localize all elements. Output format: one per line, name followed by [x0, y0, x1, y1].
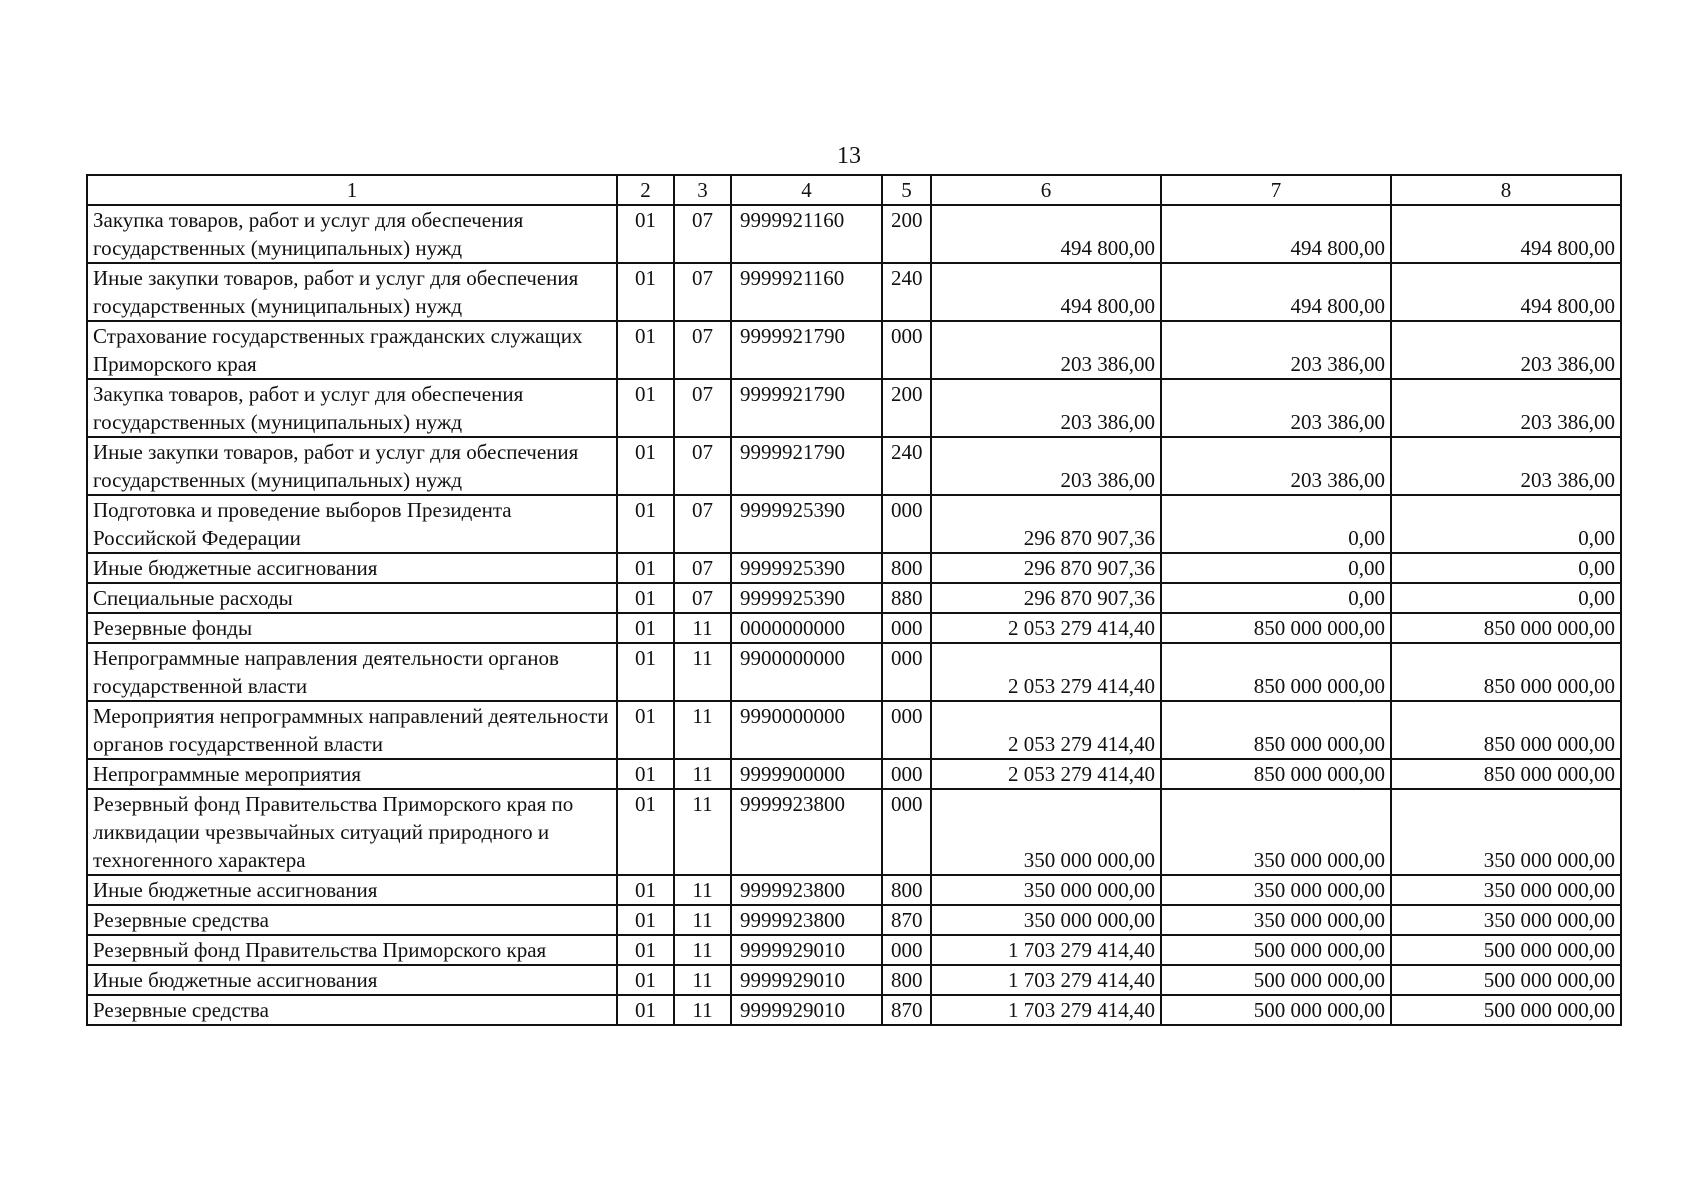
expense-type-code: 000 — [882, 759, 931, 789]
amount-col-6: 296 870 907,36 — [931, 553, 1161, 583]
amount-col-7: 350 000 000,00 — [1161, 789, 1391, 875]
row-name: Резервный фонд Правительства Приморского края по ликвидации чрезвычайных ситуаций природного и техногенного характера — [87, 789, 617, 875]
amount-col-8: 203 386,00 — [1391, 379, 1621, 437]
subsection-code: 11 — [674, 995, 731, 1025]
subsection-code: 07 — [674, 379, 731, 437]
table-row — [87, 495, 1621, 553]
section-code: 01 — [617, 553, 674, 583]
subsection-code: 11 — [674, 613, 731, 643]
row-name: Специальные расходы — [87, 583, 617, 613]
section-code: 01 — [617, 495, 674, 553]
amount-col-7: 350 000 000,00 — [1161, 875, 1391, 905]
amount-col-6: 1 703 279 414,40 — [931, 935, 1161, 965]
section-code: 01 — [617, 583, 674, 613]
section-code: 01 — [617, 205, 674, 263]
target-article-code: 9999929010 — [731, 935, 882, 965]
target-article-code: 9999921160 — [731, 205, 882, 263]
row-name: Мероприятия непрограммных направлений деятельности органов государственной власти — [87, 701, 617, 759]
subsection-code: 11 — [674, 789, 731, 875]
target-article-code: 9999923800 — [731, 789, 882, 875]
subsection-code: 11 — [674, 965, 731, 995]
target-article-code: 9999929010 — [731, 965, 882, 995]
section-code: 01 — [617, 935, 674, 965]
amount-col-8: 500 000 000,00 — [1391, 995, 1621, 1025]
section-code: 01 — [617, 321, 674, 379]
table-row — [87, 263, 1621, 321]
subsection-code: 07 — [674, 495, 731, 553]
row-name: Резервные фонды — [87, 613, 617, 643]
target-article-code: 0000000000 — [731, 613, 882, 643]
subsection-code: 11 — [674, 643, 731, 701]
expense-type-code: 000 — [882, 495, 931, 553]
subsection-code: 07 — [674, 437, 731, 495]
table-row — [87, 205, 1621, 263]
target-article-code: 9999925390 — [731, 583, 882, 613]
column-header: 2 — [617, 175, 674, 205]
amount-col-7: 203 386,00 — [1161, 321, 1391, 379]
amount-col-8: 203 386,00 — [1391, 437, 1621, 495]
table-row — [87, 935, 1621, 965]
table-header-row — [87, 175, 1621, 205]
target-article-code: 9999925390 — [731, 495, 882, 553]
row-name: Резервный фонд Правительства Приморского края — [87, 935, 617, 965]
amount-col-6: 203 386,00 — [931, 379, 1161, 437]
amount-col-6: 2 053 279 414,40 — [931, 613, 1161, 643]
amount-col-7: 494 800,00 — [1161, 205, 1391, 263]
column-header: 1 — [87, 175, 617, 205]
expense-type-code: 800 — [882, 965, 931, 995]
amount-col-8: 850 000 000,00 — [1391, 613, 1621, 643]
amount-col-8: 494 800,00 — [1391, 263, 1621, 321]
subsection-code: 11 — [674, 875, 731, 905]
amount-col-8: 350 000 000,00 — [1391, 905, 1621, 935]
amount-col-8: 850 000 000,00 — [1391, 643, 1621, 701]
amount-col-8: 350 000 000,00 — [1391, 789, 1621, 875]
table-row — [87, 379, 1621, 437]
amount-col-6: 296 870 907,36 — [931, 583, 1161, 613]
section-code: 01 — [617, 905, 674, 935]
amount-col-7: 203 386,00 — [1161, 437, 1391, 495]
amount-col-6: 494 800,00 — [931, 205, 1161, 263]
row-name: Резервные средства — [87, 905, 617, 935]
amount-col-7: 850 000 000,00 — [1161, 613, 1391, 643]
amount-col-8: 0,00 — [1391, 495, 1621, 553]
row-name: Иные закупки товаров, работ и услуг для обеспечения государственных (муниципальных) нужд — [87, 437, 617, 495]
expense-type-code: 200 — [882, 205, 931, 263]
section-code: 01 — [617, 263, 674, 321]
table-row — [87, 553, 1621, 583]
section-code: 01 — [617, 379, 674, 437]
amount-col-6: 203 386,00 — [931, 437, 1161, 495]
table-row — [87, 613, 1621, 643]
amount-col-6: 2 053 279 414,40 — [931, 643, 1161, 701]
expense-type-code: 000 — [882, 935, 931, 965]
amount-col-7: 0,00 — [1161, 495, 1391, 553]
amount-col-6: 2 053 279 414,40 — [931, 701, 1161, 759]
table-row — [87, 995, 1621, 1025]
column-header: 5 — [882, 175, 931, 205]
expense-type-code: 870 — [882, 995, 931, 1025]
column-header: 8 — [1391, 175, 1621, 205]
target-article-code: 9999900000 — [731, 759, 882, 789]
row-name: Подготовка и проведение выборов Президента Российской Федерации — [87, 495, 617, 553]
row-name: Непрограммные мероприятия — [87, 759, 617, 789]
expense-type-code: 880 — [882, 583, 931, 613]
expense-type-code: 000 — [882, 643, 931, 701]
target-article-code: 9999921790 — [731, 379, 882, 437]
table-row — [87, 965, 1621, 995]
row-name: Закупка товаров, работ и услуг для обеспечения государственных (муниципальных) нужд — [87, 379, 617, 437]
row-name: Непрограммные направления деятельности органов государственной власти — [87, 643, 617, 701]
amount-col-7: 500 000 000,00 — [1161, 935, 1391, 965]
expense-type-code: 200 — [882, 379, 931, 437]
row-name: Резервные средства — [87, 995, 617, 1025]
target-article-code: 9999923800 — [731, 875, 882, 905]
section-code: 01 — [617, 701, 674, 759]
amount-col-6: 1 703 279 414,40 — [931, 965, 1161, 995]
amount-col-6: 350 000 000,00 — [931, 905, 1161, 935]
amount-col-8: 350 000 000,00 — [1391, 875, 1621, 905]
expense-type-code: 800 — [882, 875, 931, 905]
amount-col-8: 0,00 — [1391, 553, 1621, 583]
section-code: 01 — [617, 613, 674, 643]
row-name: Закупка товаров, работ и услуг для обеспечения государственных (муниципальных) нужд — [87, 205, 617, 263]
row-name: Иные закупки товаров, работ и услуг для обеспечения государственных (муниципальных) нужд — [87, 263, 617, 321]
amount-col-8: 500 000 000,00 — [1391, 935, 1621, 965]
amount-col-7: 850 000 000,00 — [1161, 643, 1391, 701]
row-name: Иные бюджетные ассигнования — [87, 875, 617, 905]
table-row — [87, 437, 1621, 495]
amount-col-6: 2 053 279 414,40 — [931, 759, 1161, 789]
table-row — [87, 321, 1621, 379]
subsection-code: 11 — [674, 759, 731, 789]
subsection-code: 07 — [674, 553, 731, 583]
amount-col-6: 203 386,00 — [931, 321, 1161, 379]
section-code: 01 — [617, 965, 674, 995]
amount-col-6: 350 000 000,00 — [931, 875, 1161, 905]
column-header: 4 — [731, 175, 882, 205]
subsection-code: 07 — [674, 321, 731, 379]
section-code: 01 — [617, 875, 674, 905]
amount-col-6: 494 800,00 — [931, 263, 1161, 321]
table-row — [87, 643, 1621, 701]
amount-col-7: 500 000 000,00 — [1161, 995, 1391, 1025]
table-row — [87, 701, 1621, 759]
amount-col-7: 500 000 000,00 — [1161, 965, 1391, 995]
subsection-code: 07 — [674, 583, 731, 613]
subsection-code: 11 — [674, 701, 731, 759]
expense-type-code: 000 — [882, 789, 931, 875]
amount-col-8: 850 000 000,00 — [1391, 759, 1621, 789]
amount-col-8: 203 386,00 — [1391, 321, 1621, 379]
target-article-code: 9999929010 — [731, 995, 882, 1025]
subsection-code: 07 — [674, 263, 731, 321]
target-article-code: 9990000000 — [731, 701, 882, 759]
column-header: 6 — [931, 175, 1161, 205]
amount-col-7: 203 386,00 — [1161, 379, 1391, 437]
target-article-code: 9999925390 — [731, 553, 882, 583]
expense-type-code: 000 — [882, 701, 931, 759]
section-code: 01 — [617, 789, 674, 875]
table-row — [87, 583, 1621, 613]
amount-col-8: 0,00 — [1391, 583, 1621, 613]
amount-col-7: 494 800,00 — [1161, 263, 1391, 321]
expense-type-code: 000 — [882, 613, 931, 643]
table-row — [87, 789, 1621, 875]
target-article-code: 9999921160 — [731, 263, 882, 321]
target-article-code: 9999921790 — [731, 437, 882, 495]
row-name: Страхование государственных гражданских служащих Приморского края — [87, 321, 617, 379]
table-row — [87, 905, 1621, 935]
target-article-code: 9999923800 — [731, 905, 882, 935]
amount-col-7: 0,00 — [1161, 583, 1391, 613]
subsection-code: 07 — [674, 205, 731, 263]
page-number: 13 — [837, 143, 861, 169]
table-body — [87, 205, 1621, 1025]
row-name: Иные бюджетные ассигнования — [87, 553, 617, 583]
expense-type-code: 240 — [882, 437, 931, 495]
amount-col-8: 500 000 000,00 — [1391, 965, 1621, 995]
amount-col-7: 850 000 000,00 — [1161, 701, 1391, 759]
target-article-code: 9999921790 — [731, 321, 882, 379]
target-article-code: 9900000000 — [731, 643, 882, 701]
amount-col-7: 850 000 000,00 — [1161, 759, 1391, 789]
expense-type-code: 000 — [882, 321, 931, 379]
table-row — [87, 759, 1621, 789]
table-row — [87, 875, 1621, 905]
amount-col-8: 850 000 000,00 — [1391, 701, 1621, 759]
section-code: 01 — [617, 995, 674, 1025]
subsection-code: 11 — [674, 935, 731, 965]
expense-type-code: 870 — [882, 905, 931, 935]
amount-col-6: 1 703 279 414,40 — [931, 995, 1161, 1025]
amount-col-6: 296 870 907,36 — [931, 495, 1161, 553]
section-code: 01 — [617, 437, 674, 495]
amount-col-7: 0,00 — [1161, 553, 1391, 583]
section-code: 01 — [617, 759, 674, 789]
amount-col-6: 350 000 000,00 — [931, 789, 1161, 875]
amount-col-7: 350 000 000,00 — [1161, 905, 1391, 935]
budget-table — [86, 174, 1622, 1026]
expense-type-code: 240 — [882, 263, 931, 321]
column-header: 3 — [674, 175, 731, 205]
section-code: 01 — [617, 643, 674, 701]
expense-type-code: 800 — [882, 553, 931, 583]
row-name: Иные бюджетные ассигнования — [87, 965, 617, 995]
column-header: 7 — [1161, 175, 1391, 205]
amount-col-8: 494 800,00 — [1391, 205, 1621, 263]
subsection-code: 11 — [674, 905, 731, 935]
